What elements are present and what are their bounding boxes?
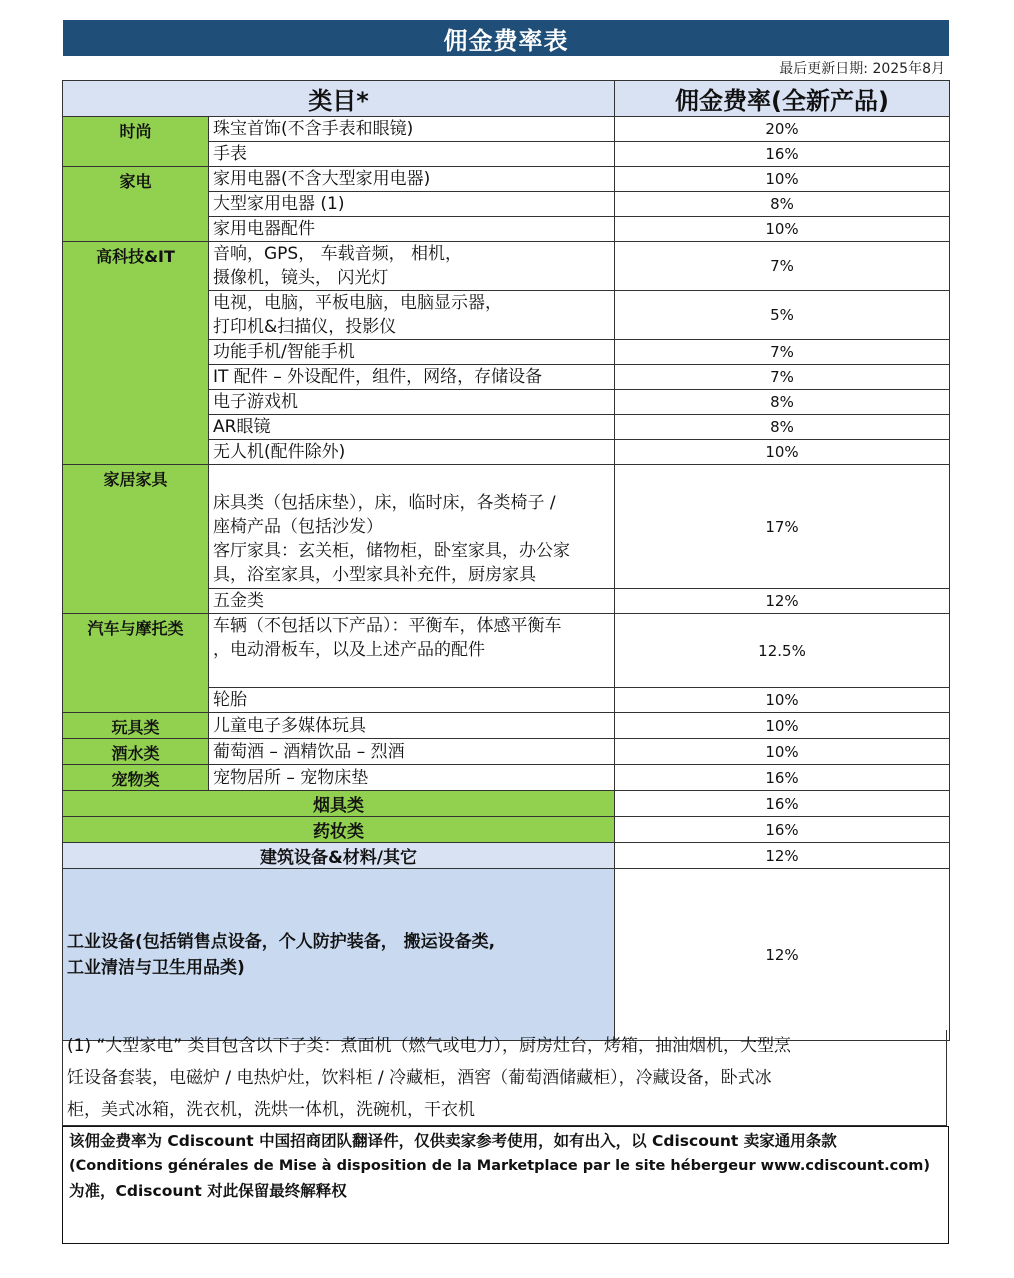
subcategory-line: ，电动滑板车，以及上述产品的配件	[213, 640, 485, 660]
subcategory-label: IT 配件 – 外设配件，组件，网络，存储设备	[209, 365, 615, 390]
table-row	[63, 869, 950, 1041]
disclaimer-line: 为准，Cdiscount 对此保留最终解释权	[69, 1182, 347, 1200]
rate-value: 7%	[615, 365, 950, 390]
subcategory-label: 手表	[209, 142, 615, 167]
rate-value: 8%	[615, 192, 950, 217]
rate-value: 16%	[615, 142, 950, 167]
subcategory-label: 珠宝首饰(不含手表和眼镜)	[209, 117, 615, 142]
rate-value: 20%	[615, 117, 950, 142]
subcategory-label: 五金类	[209, 589, 615, 614]
subcategory-label: 家用电器(不含大型家用电器)	[209, 167, 615, 192]
rate-value: 8%	[615, 390, 950, 415]
table-row	[63, 117, 950, 142]
subcategory-label	[209, 614, 615, 688]
rate-value: 16%	[615, 817, 950, 843]
industrial-line: 工业设备(包括销售点设备，个人防护装备， 搬运设备类,	[67, 931, 496, 952]
subcategory-line: 具，浴室家具，小型家具补充件，厨房家具	[213, 565, 536, 585]
commission-table	[62, 80, 950, 1041]
subcategory-line: 摄像机，镜头， 闪光灯	[213, 268, 389, 288]
last-updated-date: 最后更新日期: 2025年8月	[779, 61, 945, 77]
subcategory-line: 音响，GPS， 车载音频， 相机，	[213, 244, 463, 264]
rate-value: 10%	[615, 739, 950, 765]
disclaimer-line: (Conditions générales de Mise à disposition de la Marketplace par le site hébergeur www.cdiscount.com)	[69, 1158, 930, 1174]
subcategory-label: 无人机(配件除外)	[209, 440, 615, 465]
rate-value: 8%	[615, 415, 950, 440]
category-cosmetics: 药妆类	[63, 817, 615, 843]
subcategory-label: 功能手机/智能手机	[209, 340, 615, 365]
category-appliances: 家电	[63, 167, 209, 242]
footnote-line: 饪设备套装，电磁炉 / 电热炉灶，饮料柜 / 冷藏柜，酒窖（葡萄酒储藏柜），冷藏设备，卧式冰	[67, 1068, 772, 1088]
category-smoking: 烟具类	[63, 791, 615, 817]
rate-value: 12%	[615, 869, 950, 1041]
category-toys: 玩具类	[63, 713, 209, 739]
disclaimer-line: 该佣金费率为 Cdiscount 中国招商团队翻译件，仅供卖家参考使用，如有出入，以 Cdiscount 卖家通用条款	[69, 1132, 837, 1150]
footnote-line: (1) “大型家电” 类目包含以下子类：煮面机（燃气或电力），厨房灶台，烤箱，抽油烟机，大型烹	[67, 1036, 792, 1056]
subcategory-label	[209, 291, 615, 340]
category-pets: 宠物类	[63, 765, 209, 791]
subcategory-line: 床具类（包括床垫），床，临时床，各类椅子 /	[213, 493, 556, 513]
subcategory-label: 家用电器配件	[209, 217, 615, 242]
rate-value: 12%	[615, 843, 950, 869]
rate-column-header: 佣金费率(全新产品)	[615, 81, 950, 117]
table-row	[63, 843, 950, 869]
subcategory-label	[209, 465, 615, 589]
category-drinks: 酒水类	[63, 739, 209, 765]
subcategory-line: 车辆（不包括以下产品）：平衡车，体感平衡车	[213, 616, 562, 636]
table-row	[63, 465, 950, 589]
rate-value: 10%	[615, 167, 950, 192]
document-title: 佣金费率表	[63, 20, 949, 56]
subcategory-label	[209, 242, 615, 291]
category-tech: 高科技&IT	[63, 242, 209, 465]
subcategory-line: 客厅家具：玄关柜，储物柜，卧室家具，办公家	[213, 541, 570, 561]
category-fashion: 时尚	[63, 117, 209, 167]
rate-value: 16%	[615, 765, 950, 791]
table-row	[63, 817, 950, 843]
table-row	[63, 765, 950, 791]
rate-value: 10%	[615, 217, 950, 242]
industrial-line: 工业清洁与卫生用品类)	[67, 957, 245, 978]
rate-value: 10%	[615, 688, 950, 713]
table-row	[63, 614, 950, 688]
table-row	[63, 167, 950, 192]
disclaimer	[62, 1126, 949, 1244]
rate-value: 10%	[615, 440, 950, 465]
category-home: 家居家具	[63, 465, 209, 614]
table-header-row	[63, 81, 950, 117]
rate-value: 12.5%	[615, 614, 950, 688]
subcategory-label: 电子游戏机	[209, 390, 615, 415]
table-row	[63, 713, 950, 739]
category-auto: 汽车与摩托类	[63, 614, 209, 713]
subcategory-label: 葡萄酒 – 酒精饮品 – 烈酒	[209, 739, 615, 765]
rate-value: 16%	[615, 791, 950, 817]
rate-value: 10%	[615, 713, 950, 739]
category-construction: 建筑设备&材料/其它	[63, 843, 615, 869]
subcategory-label: 轮胎	[209, 688, 615, 713]
subcategory-label: 儿童电子多媒体玩具	[209, 713, 615, 739]
subcategory-label: 大型家用电器 (1)	[209, 192, 615, 217]
rate-value: 7%	[615, 242, 950, 291]
subcategory-line: 电视，电脑，平板电脑，电脑显示器，	[213, 293, 502, 313]
table-row	[63, 739, 950, 765]
category-column-header: 类目*	[63, 81, 615, 117]
subcategory-line: 打印机&扫描仪，投影仪	[213, 317, 397, 337]
rate-value: 12%	[615, 589, 950, 614]
rate-value: 17%	[615, 465, 950, 589]
rate-value: 7%	[615, 340, 950, 365]
table-row	[63, 242, 950, 291]
footnote	[62, 1030, 947, 1126]
table-row	[63, 791, 950, 817]
category-industrial	[63, 869, 615, 1041]
footnote-line: 柜，美式冰箱，洗衣机，洗烘一体机，洗碗机，干衣机	[67, 1100, 475, 1120]
subcategory-label: 宠物居所 – 宠物床垫	[209, 765, 615, 791]
subcategory-line: 座椅产品（包括沙发）	[213, 517, 383, 537]
subcategory-label: AR眼镜	[209, 415, 615, 440]
rate-value: 5%	[615, 291, 950, 340]
